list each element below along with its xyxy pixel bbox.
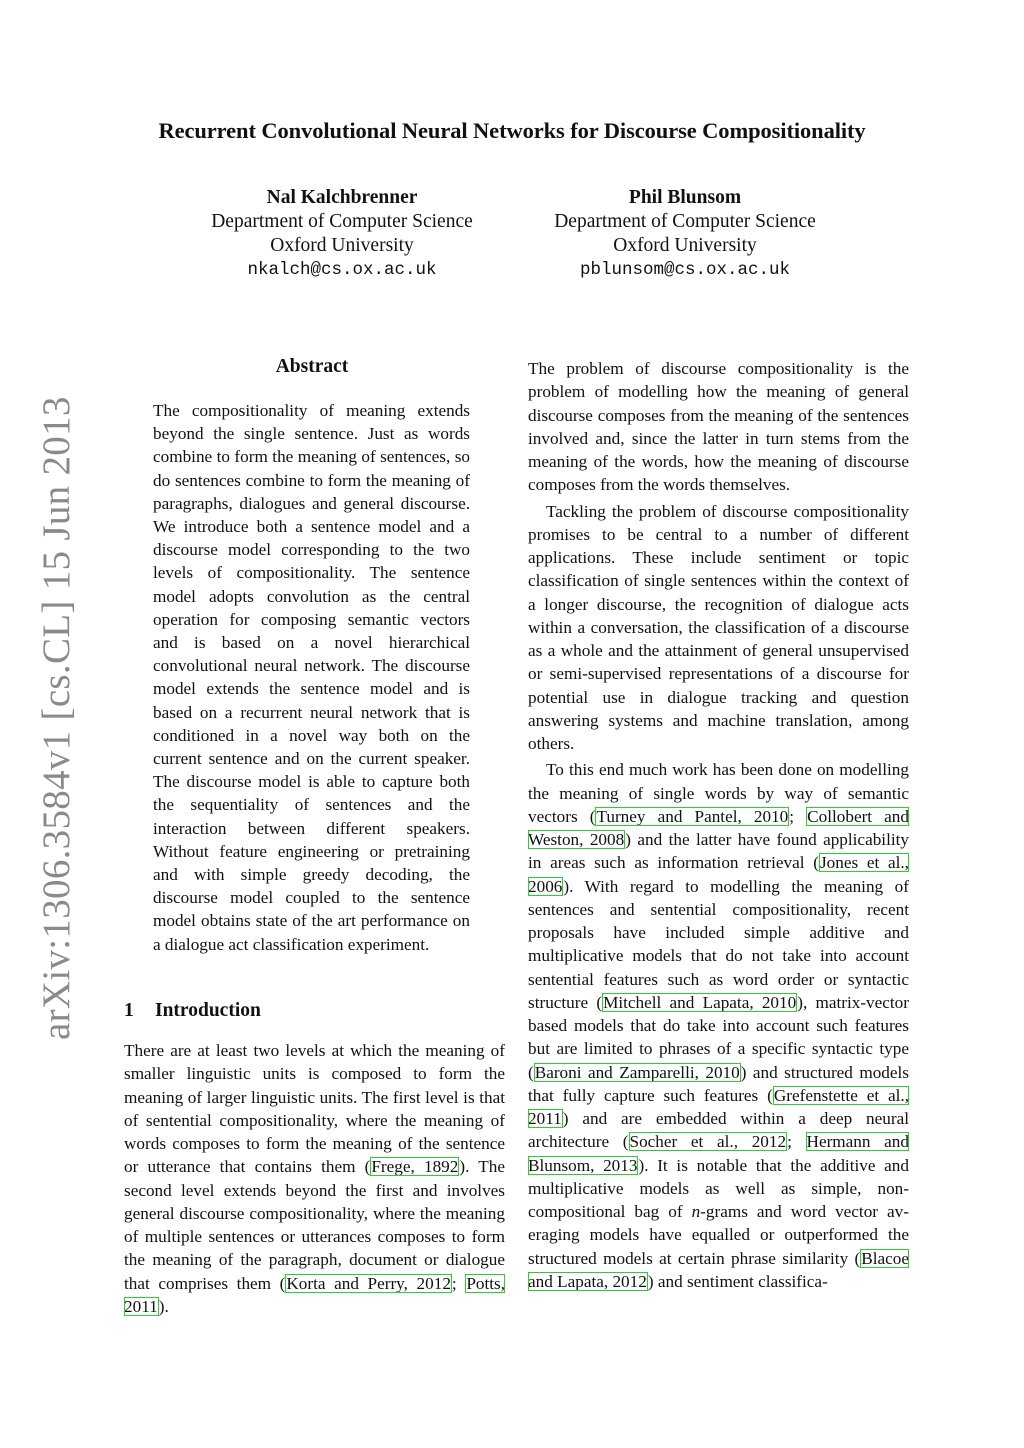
text-run: ), matrix-vector based models that do take into account such features but are limited to phrases of a specific syntactic type ( [528, 992, 909, 1082]
text-run: ; [451, 1273, 466, 1293]
abstract-text: The compositionality of meaning extends beyond the single sentence. Just as words combine to form the meaning of sentences, so do sentences combine to form the meaning of paragraphs, dialogues and general discourse. We introduce both a sentence model and a discourse model corresponding to the two levels of compositionality. The sentence model adopts convolution as the central operation for composing semantic vectors and is based on a novel hierarchical convolutional neural network. The discourse model extends the sentence model and is based on a recurrent neural network that is conditioned in a novel way both on the current sentence and on the current speaker. The discourse model is able to capture both the sequentiality of sentences and the interaction between different speakers. Without feature engineering or pretraining and with simple greedy decoding, the discourse model coupled to the sentence model obtains state of the art performance on a dialogue act classification experiment. [153, 401, 470, 954]
text-run: ; [789, 806, 807, 826]
author-dept: Department of Computer Science [211, 211, 473, 232]
author-email: pblunsom@cs.ox.ac.uk [579, 260, 791, 280]
citation-link[interactable]: Korta and Perry, 2012 [286, 1273, 451, 1293]
citation-link[interactable]: Turney and Pantel, 2010 [596, 806, 789, 826]
text-run: ). With regard to modelling the meaning of sentences and sentential compositionality, recent proposals have included simple additive and multiplicative models that do not take into account sentential features such as word order or syntactic structure ( [528, 876, 909, 1012]
citation-link[interactable]: Mitchell and Lapata, 2010 [603, 992, 797, 1012]
body-paragraph [528, 758, 909, 1293]
arxiv-stamp: arXiv:1306.3584v1 [cs.CL] 15 Jun 2013 [35, 396, 78, 1040]
author-block-2 [505, 186, 865, 282]
author-dept: Department of Computer Science [554, 211, 816, 232]
author-name: Nal Kalchbrenner [266, 187, 418, 208]
author-affiliation: Oxford University [270, 235, 414, 256]
citation-link[interactable]: Jones et al., 2006 [528, 853, 909, 896]
text-run: ) and the latter have found applicability in areas such as information retrieval ( [528, 830, 909, 873]
citation-link[interactable]: Collobert and Weston, 2008 [528, 806, 909, 849]
text-run: To this end much work has been done on modelling the meaning of single words by way of semantic vectors ( [528, 760, 909, 826]
body-paragraph: The problem of discourse compositionality is the problem of modelling how the meaning of general discourse composes from the meaning of the sentences involved and, since the latter in turn stems from the meaning of the words, how the meaning of discourse composes from the words themselves. [528, 359, 909, 495]
citation-link[interactable]: Hermann and Blunsom, 2013 [528, 1132, 909, 1175]
author-block-1 [162, 186, 522, 282]
citation-link[interactable]: Blacoe and Lapata, 2012 [528, 1248, 909, 1291]
citation-link[interactable]: Baroni and Zamparelli, 2010 [534, 1062, 740, 1082]
section-number: 1 [124, 1000, 134, 1021]
intro-column [124, 1039, 505, 1318]
text-run: -grams and word vector averaging models have equalled or outperformed the structured models at certain phrase similarity ( [528, 1202, 909, 1268]
right-column [528, 357, 909, 1293]
author-email: nkalch@cs.ox.ac.uk [247, 260, 437, 280]
text-run: ). It is notable that the additive and multiplicative models as well as simple, non-compositional bag of [528, 1155, 909, 1221]
section-heading-introduction [124, 1000, 261, 1022]
text-run: ) and are embedded within a deep neural architecture ( [528, 1109, 909, 1152]
text-run: ). The second level extends beyond the first and involves general discourse compositionality, where the meaning of multiple sentences or utterances composes to form the meaning of the paragraph, document or dialogue that comprises them ( [124, 1157, 505, 1293]
math-variable: n [691, 1202, 701, 1221]
citation-link[interactable]: Frege, 1892 [371, 1157, 459, 1177]
text-run: ) and structured models that fully capture such features ( [528, 1062, 909, 1105]
citation-link[interactable]: Grefenstette et al., 2011 [528, 1085, 909, 1128]
section-title: Introduction [155, 1000, 261, 1021]
intro-paragraph [124, 1039, 505, 1318]
citation-link[interactable]: Socher et al., 2012 [629, 1132, 787, 1152]
author-name: Phil Blunsom [628, 187, 742, 208]
author-affiliation: Oxford University [613, 235, 757, 256]
citation-link[interactable]: Potts, 2011 [124, 1273, 506, 1316]
paper-title: Recurrent Convolutional Neural Networks for Discourse Compositionality [158, 118, 866, 143]
text-run: ; [787, 1132, 806, 1152]
body-paragraph: Tackling the problem of discourse compositionality promises to be central to a number of different applications. These include sentiment or topic classification of single sentences within the context of a longer discourse, the recognition of dialogue acts within a conversation, the classification of a discourse as a whole and the attainment of general unsupervised or semi-supervised representations of a discourse for potential use in dialogue tracking and question answering systems and machine translation, among others. [528, 501, 909, 753]
text-run: ) and sentiment classifica- [647, 1271, 828, 1291]
abstract-heading: Abstract [275, 356, 349, 377]
text-run: There are at least two levels at which the meaning of smaller linguistic units is composed to form the meaning of larger linguistic units. The first level is that of sentential compositionality, where the meaning of words composes to form the meaning of the sentence or utterance that contains them ( [124, 1041, 505, 1177]
text-run: ). [158, 1296, 169, 1316]
